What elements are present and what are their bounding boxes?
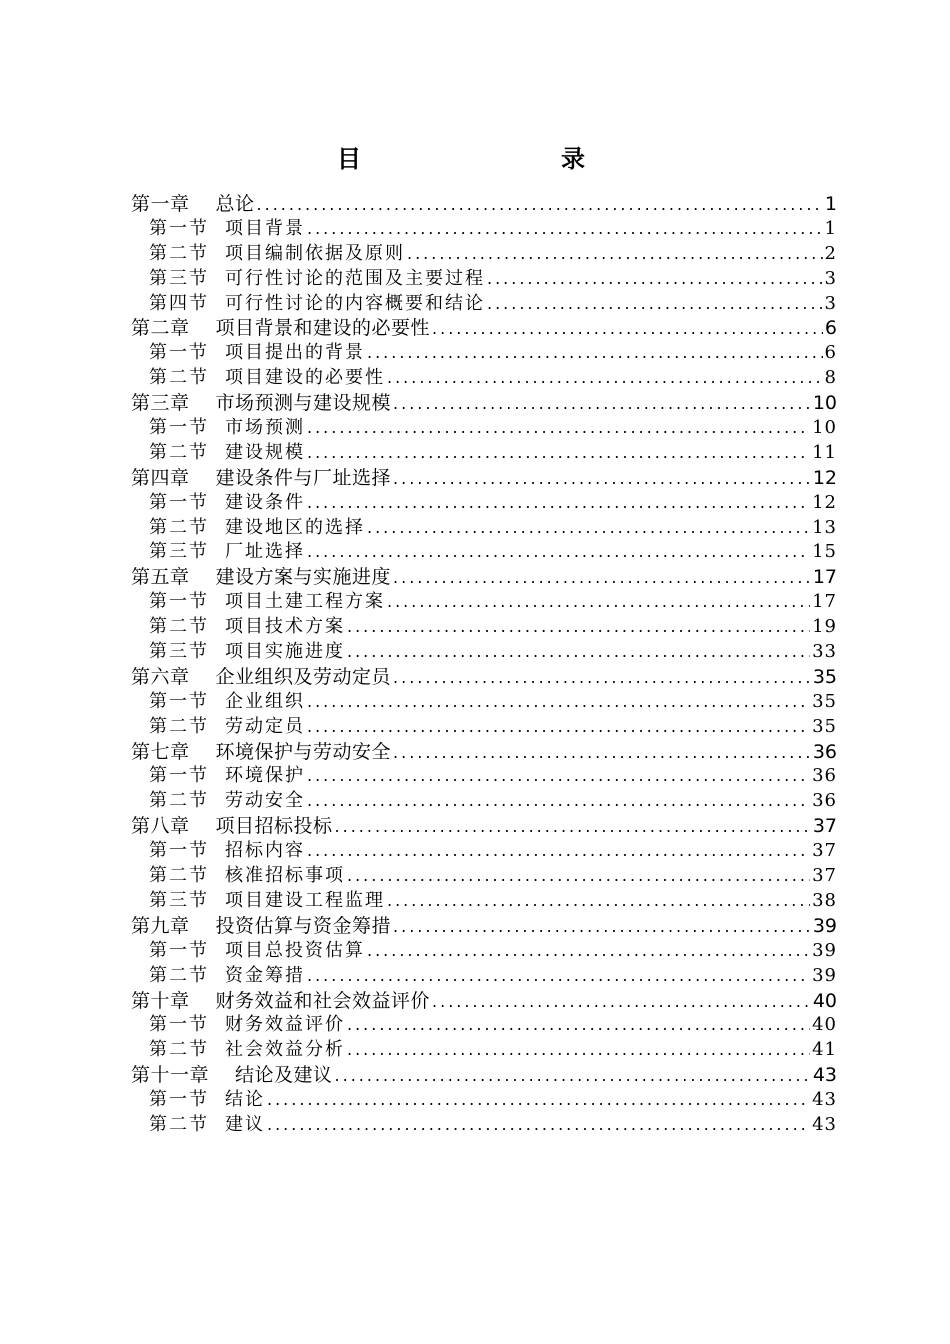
section-number: 第一节	[149, 342, 209, 364]
dot-leader	[267, 1113, 810, 1138]
section-number: 第一节	[149, 840, 209, 862]
section-number: 第一节	[149, 417, 209, 439]
section-number: 第二节	[149, 616, 209, 638]
toc-section-entry[interactable]	[131, 939, 837, 964]
toc-entry-label	[131, 192, 255, 217]
dot-leader	[393, 392, 811, 416]
toc-section-entry[interactable]	[131, 1088, 837, 1113]
chapter-title: 环境保护与劳动安全	[215, 740, 392, 763]
toc-section-entry[interactable]	[131, 242, 837, 267]
dot-leader	[307, 491, 810, 516]
chapter-title: 项目背景和建设的必要性	[215, 317, 431, 340]
section-title: 项目背景	[225, 217, 305, 239]
toc-entry-label	[131, 391, 391, 416]
chapter-title: 结论及建议	[235, 1064, 333, 1087]
section-title: 企业组织	[225, 690, 305, 712]
section-title: 建设地区的选择	[225, 516, 365, 538]
toc-entry-label	[149, 615, 345, 640]
toc-entry-label	[149, 640, 345, 665]
section-title: 项目实施进度	[225, 641, 345, 663]
toc-entry-label	[131, 466, 391, 491]
toc-entry-label	[149, 366, 385, 391]
dot-leader	[307, 789, 810, 814]
page-number: 39	[812, 939, 837, 961]
toc-entry-label	[149, 267, 485, 292]
page-number: 15	[812, 541, 837, 563]
dot-leader	[387, 366, 823, 391]
toc-chapter-entry[interactable]	[131, 989, 837, 1014]
dot-leader	[487, 267, 823, 292]
chapter-title: 投资估算与资金筹措	[215, 914, 392, 937]
page-number: 35	[812, 715, 837, 737]
dot-leader	[387, 889, 810, 914]
section-title: 资金筹措	[225, 964, 305, 986]
section-number: 第三节	[149, 889, 209, 911]
table-of-contents	[131, 192, 837, 1138]
chapter-title: 建设条件与厂址选择	[215, 466, 392, 489]
dot-leader	[393, 566, 811, 590]
section-title: 建议	[225, 1113, 265, 1135]
toc-section-entry[interactable]	[131, 267, 837, 292]
page-number: 40	[812, 989, 837, 1012]
chapter-number: 第五章	[131, 566, 190, 589]
chapter-number: 第一章	[131, 193, 190, 215]
chapter-title: 总论	[215, 193, 255, 215]
page-number: 17	[812, 591, 837, 613]
page-number: 3	[824, 267, 837, 289]
section-number: 第二节	[149, 242, 209, 264]
dot-leader	[407, 242, 823, 267]
toc-entry-label	[149, 715, 305, 740]
page-number: 35	[812, 690, 837, 712]
section-number: 第二节	[149, 367, 209, 389]
toc-section-entry[interactable]	[131, 1113, 837, 1138]
toc-section-entry[interactable]	[131, 690, 837, 715]
toc-entry-label	[149, 789, 305, 814]
toc-entry-label	[149, 1088, 265, 1113]
dot-leader	[307, 690, 810, 715]
chapter-title: 项目招标投标	[215, 815, 333, 838]
page-number: 41	[812, 1039, 837, 1061]
toc-section-entry[interactable]	[131, 341, 837, 366]
page-number: 38	[812, 889, 837, 911]
dot-leader	[387, 590, 810, 615]
toc-section-entry[interactable]	[131, 789, 837, 814]
section-number: 第二节	[149, 516, 209, 538]
page-number: 19	[812, 616, 837, 638]
page-number: 37	[812, 840, 837, 862]
toc-chapter-entry[interactable]	[131, 814, 837, 839]
toc-entry-label	[149, 1113, 265, 1138]
toc-entry-label	[131, 740, 391, 765]
page-number: 1	[824, 217, 837, 239]
page-number: 39	[812, 964, 837, 986]
toc-section-entry[interactable]	[131, 416, 837, 441]
section-title: 建设条件	[225, 491, 305, 513]
section-title: 项目建设工程监理	[225, 889, 385, 911]
toc-entry-label	[149, 242, 405, 267]
toc-section-entry[interactable]	[131, 590, 837, 615]
toc-section-entry[interactable]	[131, 217, 837, 242]
toc-entry-label	[149, 1013, 345, 1038]
dot-leader	[335, 815, 811, 839]
toc-section-entry[interactable]	[131, 292, 837, 317]
toc-section-entry[interactable]	[131, 764, 837, 789]
dot-leader	[307, 964, 810, 989]
dot-leader	[367, 516, 810, 541]
dot-leader	[347, 615, 810, 640]
page-number: 6	[824, 317, 837, 340]
chapter-number: 第十章	[131, 989, 190, 1012]
page-number: 1	[824, 193, 837, 215]
toc-chapter-entry[interactable]	[131, 914, 837, 939]
section-number: 第一节	[149, 690, 209, 712]
toc-chapter-entry[interactable]	[131, 466, 837, 491]
dot-leader	[307, 217, 823, 242]
toc-entry-label	[149, 516, 365, 541]
toc-entry-label	[149, 491, 305, 516]
section-number: 第一节	[149, 939, 209, 961]
chapter-number: 第十一章	[131, 1064, 210, 1087]
toc-title: 目 录	[337, 145, 673, 173]
page-number: 12	[812, 491, 837, 513]
toc-entry-label	[131, 665, 391, 690]
page-number: 10	[812, 417, 837, 439]
toc-section-entry[interactable]	[131, 889, 837, 914]
section-number: 第二节	[149, 865, 209, 887]
section-title: 环境保护	[225, 765, 305, 787]
section-title: 结论	[225, 1089, 265, 1111]
chapter-number: 第七章	[131, 740, 190, 763]
section-title: 项目技术方案	[225, 616, 345, 638]
page-number: 43	[812, 1113, 837, 1135]
section-title: 项目建设的必要性	[225, 367, 385, 389]
toc-chapter-entry[interactable]	[131, 565, 837, 590]
dot-leader	[367, 939, 810, 964]
page-number: 2	[824, 242, 837, 264]
toc-section-entry[interactable]	[131, 441, 837, 466]
toc-entry-label	[149, 939, 365, 964]
toc-entry-label	[149, 690, 305, 715]
dot-leader	[487, 292, 823, 317]
page-number: 36	[812, 765, 837, 787]
dot-leader	[432, 990, 811, 1014]
toc-entry-label	[149, 964, 305, 989]
section-title: 招标内容	[225, 840, 305, 862]
toc-chapter-entry[interactable]	[131, 391, 837, 416]
toc-entry-label	[149, 217, 305, 242]
page-number: 40	[812, 1014, 837, 1036]
toc-section-entry[interactable]	[131, 540, 837, 565]
section-title: 劳动定员	[225, 715, 305, 737]
dot-leader	[393, 915, 811, 939]
section-number: 第一节	[149, 765, 209, 787]
toc-entry-label	[131, 814, 333, 839]
toc-entry-label	[149, 590, 385, 615]
toc-entry-label	[149, 889, 385, 914]
toc-entry-label	[149, 764, 305, 789]
section-number: 第三节	[149, 267, 209, 289]
page-number: 17	[812, 566, 837, 589]
dot-leader	[367, 341, 823, 366]
page-number: 33	[812, 641, 837, 663]
dot-leader	[307, 839, 810, 864]
section-title: 厂址选择	[225, 541, 305, 563]
toc-entry-label	[131, 1063, 333, 1088]
section-number: 第二节	[149, 715, 209, 737]
section-number: 第二节	[149, 441, 209, 463]
dot-leader	[307, 441, 810, 466]
page-number: 36	[812, 790, 837, 812]
chapter-number: 第三章	[131, 392, 190, 415]
toc-chapter-entry[interactable]	[131, 192, 837, 217]
toc-chapter-entry[interactable]	[131, 740, 837, 765]
dot-leader	[335, 1064, 811, 1088]
toc-entry-label	[131, 989, 430, 1014]
page-number: 43	[812, 1064, 837, 1087]
toc-entry-label	[149, 441, 305, 466]
toc-entry-label	[149, 864, 345, 889]
toc-entry-label	[149, 416, 305, 441]
page-number: 3	[824, 292, 837, 314]
page-number: 10	[812, 392, 837, 415]
section-title: 可行性讨论的范围及主要过程	[225, 267, 485, 289]
section-title: 建设规模	[225, 441, 305, 463]
toc-section-entry[interactable]	[131, 491, 837, 516]
dot-leader	[347, 1038, 810, 1063]
page-number: 39	[812, 914, 837, 937]
toc-section-entry[interactable]	[131, 640, 837, 665]
chapter-title: 市场预测与建设规模	[215, 392, 392, 415]
page-number: 13	[812, 516, 837, 538]
page-number: 6	[824, 342, 837, 364]
dot-leader	[307, 416, 810, 441]
dot-leader	[307, 540, 810, 565]
toc-section-entry[interactable]	[131, 366, 837, 391]
dot-leader	[432, 317, 823, 341]
toc-section-entry[interactable]	[131, 615, 837, 640]
dot-leader	[307, 715, 810, 740]
toc-section-entry[interactable]	[131, 516, 837, 541]
section-number: 第一节	[149, 1089, 209, 1111]
toc-entry-label	[149, 292, 485, 317]
chapter-number: 第八章	[131, 815, 190, 838]
page-number: 11	[812, 441, 837, 463]
section-title: 项目总投资估算	[225, 939, 365, 961]
section-title: 核准招标事项	[225, 865, 345, 887]
page-number: 43	[812, 1089, 837, 1111]
section-number: 第一节	[149, 491, 209, 513]
chapter-number: 第四章	[131, 466, 190, 489]
section-title: 项目编制依据及原则	[225, 242, 405, 264]
toc-chapter-entry[interactable]	[131, 665, 837, 690]
dot-leader	[393, 467, 811, 491]
toc-section-entry[interactable]	[131, 1038, 837, 1063]
dot-leader	[307, 764, 810, 789]
toc-entry-label	[131, 914, 391, 939]
toc-entry-label	[149, 341, 365, 366]
page-number: 12	[812, 466, 837, 489]
section-number: 第一节	[149, 591, 209, 613]
dot-leader	[393, 741, 811, 765]
toc-chapter-entry[interactable]	[131, 316, 837, 341]
section-title: 可行性讨论的内容概要和结论	[225, 292, 485, 314]
page-number: 37	[812, 815, 837, 838]
section-number: 第四节	[149, 292, 209, 314]
toc-section-entry[interactable]	[131, 839, 837, 864]
section-title: 项目提出的背景	[225, 342, 365, 364]
toc-section-entry[interactable]	[131, 964, 837, 989]
page-number: 8	[824, 367, 837, 389]
section-number: 第一节	[149, 1014, 209, 1036]
toc-entry-label	[131, 316, 430, 341]
section-title: 市场预测	[225, 417, 305, 439]
dot-leader	[267, 1088, 810, 1113]
page-number: 35	[812, 665, 837, 688]
dot-leader	[347, 640, 810, 665]
toc-entry-label	[149, 1038, 345, 1063]
toc-section-entry[interactable]	[131, 715, 837, 740]
chapter-number: 第六章	[131, 665, 190, 688]
section-title: 财务效益评价	[225, 1014, 345, 1036]
toc-section-entry[interactable]	[131, 1013, 837, 1038]
chapter-title: 建设方案与实施进度	[215, 566, 392, 589]
toc-entry-label	[149, 839, 305, 864]
toc-chapter-entry[interactable]	[131, 1063, 837, 1088]
chapter-number: 第二章	[131, 317, 190, 340]
toc-section-entry[interactable]	[131, 864, 837, 889]
section-number: 第一节	[149, 217, 209, 239]
toc-entry-label	[131, 565, 391, 590]
toc-entry-label	[149, 540, 305, 565]
section-number: 第二节	[149, 790, 209, 812]
chapter-number: 第九章	[131, 914, 190, 937]
section-number: 第二节	[149, 1113, 209, 1135]
dot-leader	[257, 193, 823, 217]
section-number: 第二节	[149, 964, 209, 986]
dot-leader	[347, 864, 810, 889]
page-number: 37	[812, 865, 837, 887]
dot-leader	[393, 666, 811, 690]
section-number: 第三节	[149, 641, 209, 663]
section-title: 社会效益分析	[225, 1039, 345, 1061]
section-title: 项目土建工程方案	[225, 591, 385, 613]
section-number: 第三节	[149, 541, 209, 563]
dot-leader	[347, 1013, 810, 1038]
section-number: 第二节	[149, 1039, 209, 1061]
section-title: 劳动安全	[225, 790, 305, 812]
page-number: 36	[812, 740, 837, 763]
chapter-title: 财务效益和社会效益评价	[215, 989, 431, 1012]
chapter-title: 企业组织及劳动定员	[215, 665, 392, 688]
